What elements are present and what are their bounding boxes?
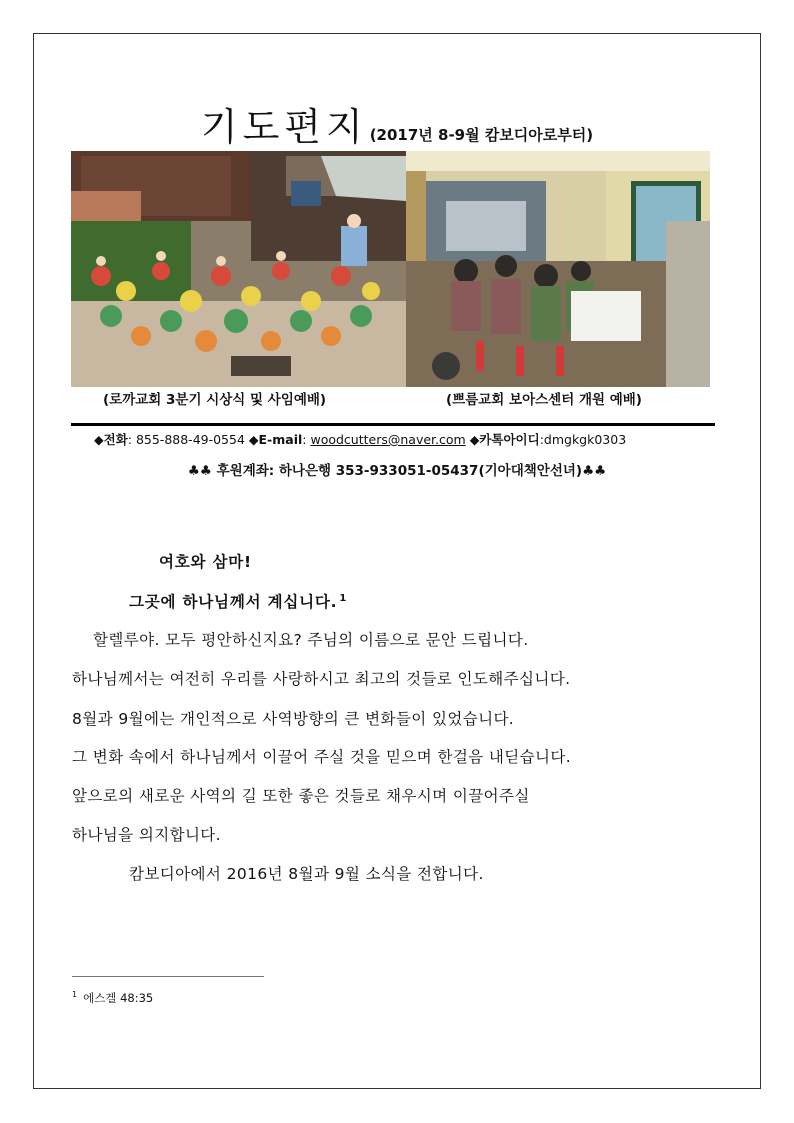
email-label: ◆E-mail	[248, 432, 303, 447]
email-link[interactable]: woodcutters@naver.com	[310, 432, 466, 447]
letter-line: 앞으로의 새로운 사역의 길 또한 좋은 것들로 채우시며 이끌어주실	[72, 787, 530, 805]
letter-line: 8월과 9월에는 개인적으로 사역방향의 큰 변화들이 있었습니다.	[72, 710, 515, 728]
title-subtitle: (2017년 8-9월 캄보디아로부터)	[369, 126, 594, 144]
letter-title	[0, 96, 794, 151]
kakao-id: :dmgkgk0303	[539, 432, 627, 447]
letter-greeting: 여호와 삼마!	[159, 553, 252, 571]
letter-line: 그 변화 속에서 하나님께서 이끌어 주실 것을 믿으며 한걸음 내딛습니다.	[72, 748, 572, 766]
phone-number: : 855-888-49-0554	[127, 432, 245, 447]
photo-preum-church-opening	[406, 151, 710, 387]
subheading-text: 그곳에 하나님께서 계십니다.	[129, 593, 338, 611]
kakao-label: ◆카톡아이디	[469, 432, 540, 447]
letter-subheading	[129, 590, 347, 612]
title-main: 기도편지	[200, 105, 368, 149]
photo-rokka-church-group	[71, 151, 406, 387]
email-separator: :	[302, 432, 311, 447]
footnote-text: 에스겔 48:35	[83, 991, 154, 1005]
photo-right-caption: (쁘름교회 보아스센터 개원 예배)	[446, 392, 642, 408]
letter-line: 하나님을 의지합니다.	[72, 826, 222, 844]
contact-info	[94, 430, 626, 448]
footnote-number: 1	[72, 990, 78, 1000]
letter-line: 할렐루야. 모두 평안하신지요? 주님의 이름으로 문안 드립니다.	[93, 631, 529, 649]
letter-line: 캄보디아에서 2016년 8월과 9월 소식을 전합니다.	[129, 865, 484, 883]
header-divider	[71, 423, 715, 426]
phone-label: ◆전화	[94, 432, 128, 447]
letter-line: 하나님께서는 여전히 우리를 사랑하시고 최고의 것들로 인도해주십니다.	[72, 670, 571, 688]
donation-account: ♣♣ 후원계좌: 하나은행 353-933051-05437(기아대책안선녀)♣♣	[187, 463, 607, 479]
photo-left-caption: (로까교회 3분기 시상식 및 사임예배)	[103, 392, 327, 408]
footnote	[72, 990, 153, 1006]
footnote-divider	[72, 976, 264, 977]
footnote-reference[interactable]: 1	[339, 592, 348, 604]
